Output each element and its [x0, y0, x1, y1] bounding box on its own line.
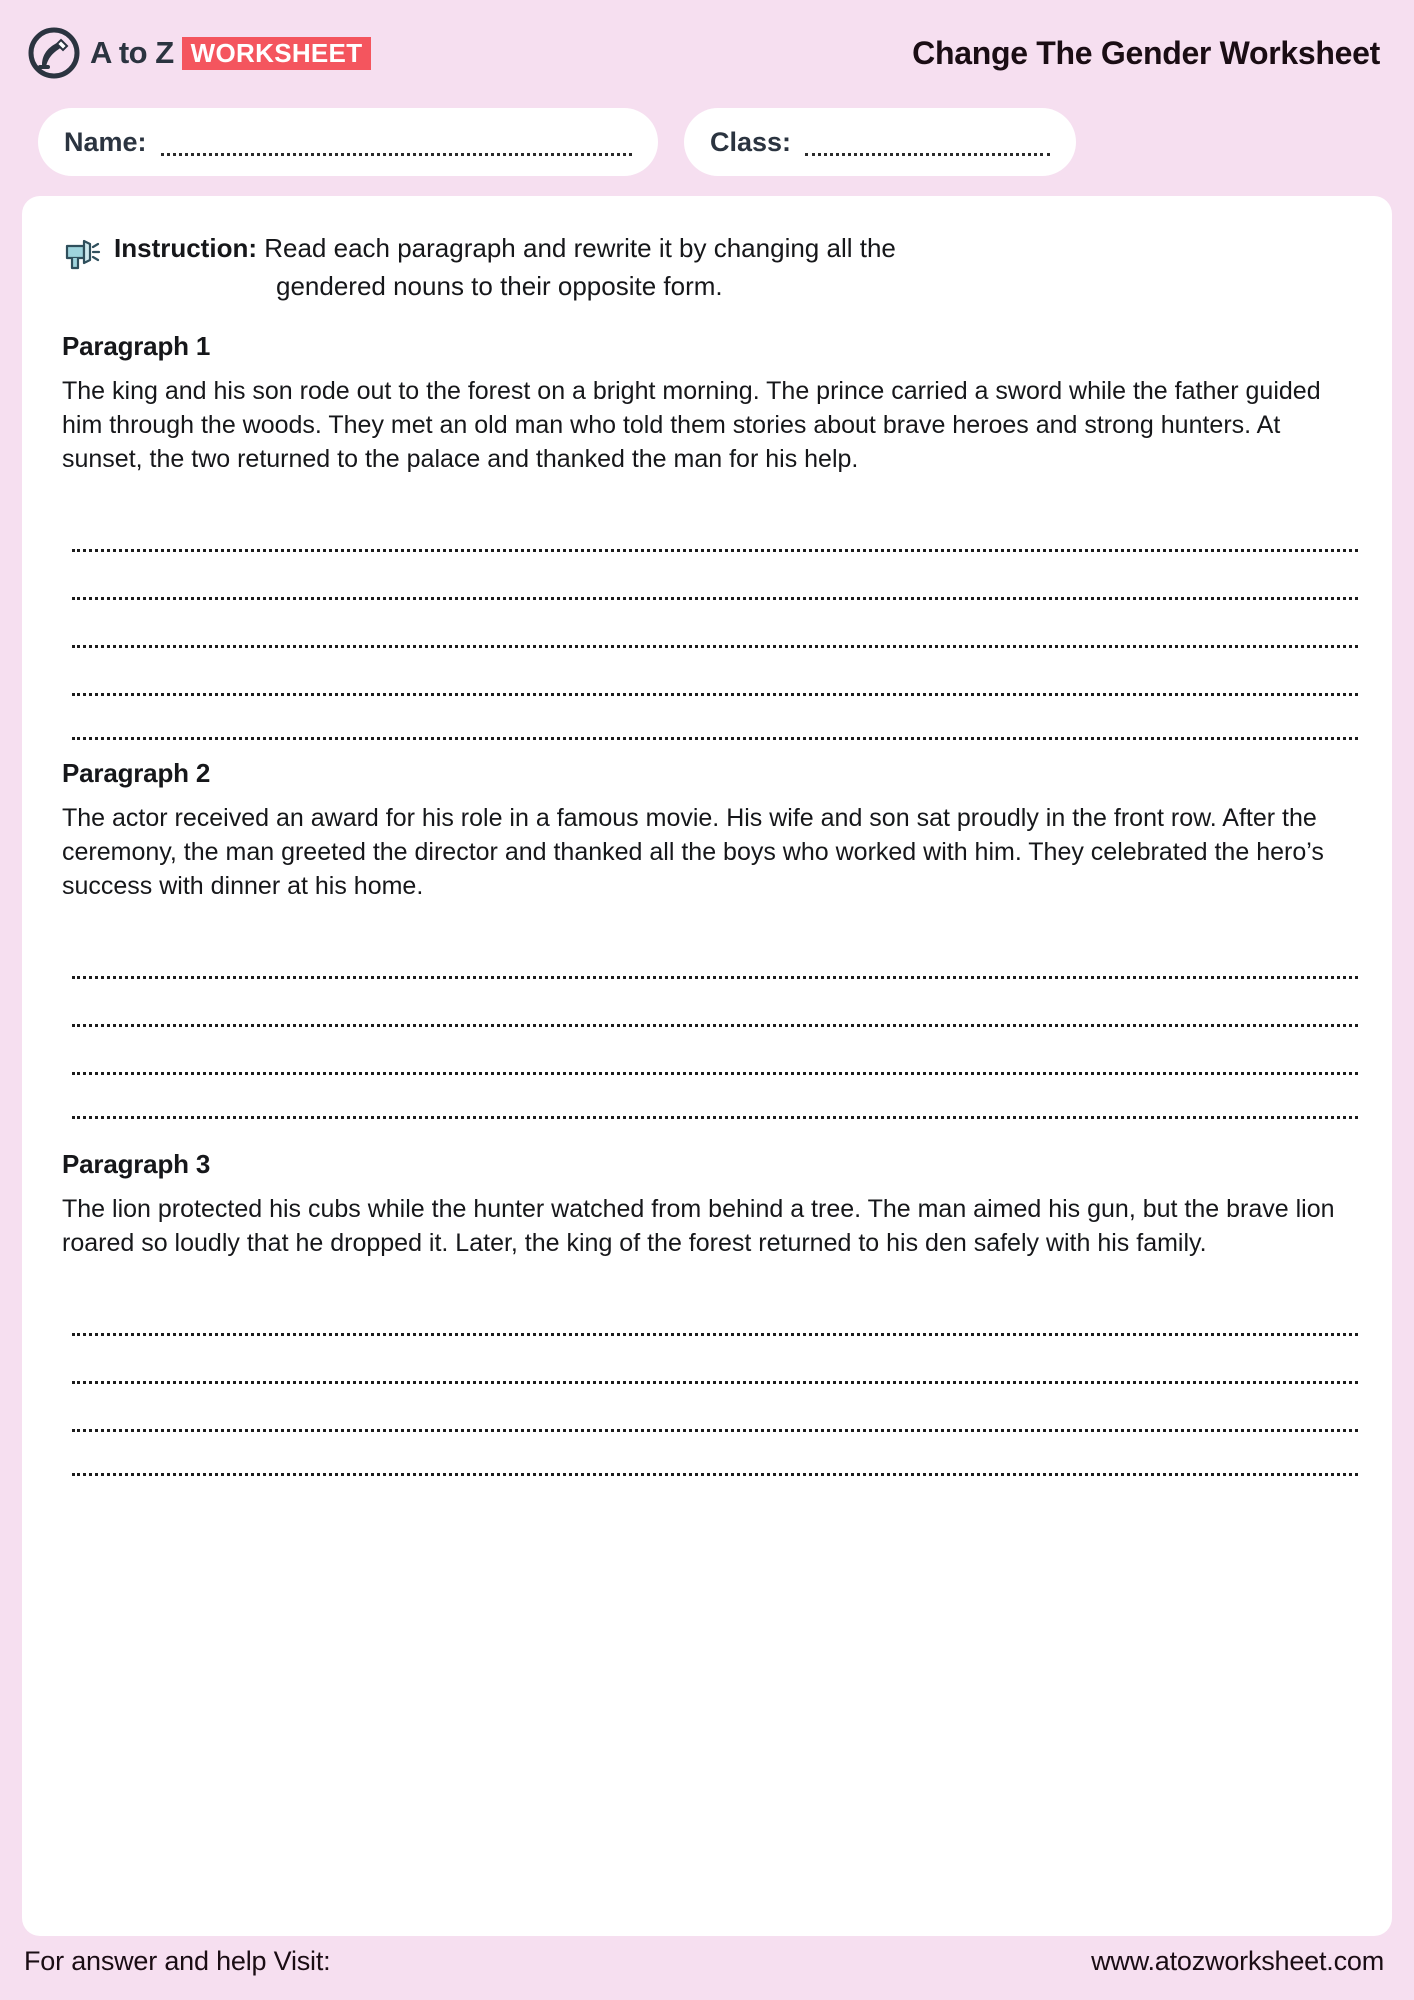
spacer: [62, 748, 1358, 758]
paragraph-block-2: [62, 758, 1358, 1119]
footer-help-text: For answer and help Visit:: [24, 1945, 331, 1976]
answer-line[interactable]: [72, 504, 1358, 552]
page-header: [0, 0, 1414, 106]
paragraph-2-text: The actor received an award for his role in a famous movie. His wife and son sat proudly in the front row. After the ceremony, the man greeted the director and thanked all the boys who worked with him. They celebrated the hero’s success with dinner at his home.: [62, 804, 1324, 901]
paragraph-1-answer-area[interactable]: [62, 486, 1358, 740]
answer-line[interactable]: [72, 1432, 1358, 1476]
answer-line[interactable]: [72, 552, 1358, 600]
paragraph-1-heading: Paragraph 1: [62, 331, 211, 362]
class-label: Class:: [710, 126, 792, 157]
student-info-row: [0, 108, 1414, 176]
name-input-line[interactable]: [161, 153, 632, 156]
paragraph-2-answer-area[interactable]: [62, 913, 1358, 1119]
answer-line[interactable]: [72, 600, 1358, 648]
paragraph-3-answer-area[interactable]: [62, 1270, 1358, 1476]
paragraph-block-1: [62, 331, 1358, 740]
paragraph-3-text: The lion protected his cubs while the hunter watched from behind a tree. The man aimed his gun, but the brave lion roared so loudly that he dropped it. Later, the king of the forest returned to his den safely with his family.: [62, 1195, 1335, 1258]
answer-line[interactable]: [72, 648, 1358, 696]
answer-line[interactable]: [72, 979, 1358, 1027]
answer-line[interactable]: [72, 1336, 1358, 1384]
brand-logo[interactable]: [28, 27, 371, 79]
page-title: Change The Gender Worksheet: [912, 34, 1380, 71]
pen-in-circle-icon: [28, 27, 80, 79]
instruction-line-1: Read each paragraph and rewrite it by changing all the: [264, 233, 896, 263]
name-field[interactable]: [38, 108, 658, 176]
spacer: [62, 1127, 1358, 1149]
answer-line[interactable]: [72, 696, 1358, 740]
page-footer: [0, 1928, 1414, 2000]
instruction-text: [114, 230, 896, 305]
footer-website-link[interactable]: www.atozworksheet.com: [1091, 1945, 1384, 1976]
paragraph-2-heading: Paragraph 2: [62, 758, 211, 789]
megaphone-icon: [62, 234, 102, 272]
answer-line[interactable]: [72, 1027, 1358, 1075]
paragraph-block-3: [62, 1149, 1358, 1476]
logo-text-worksheet: WORKSHEET: [182, 37, 372, 70]
instruction-block: [62, 230, 1358, 305]
logo-text-atoz: A to Z: [90, 35, 174, 70]
paragraph-1-text: The king and his son rode out to the forest on a bright morning. The prince carried a sword while the father guided him through the woods. They met an old man who told them stories about brave heroes and strong hunters. At sunset, the two returned to the palace and thanked the man for his help.: [62, 377, 1321, 474]
answer-line[interactable]: [72, 931, 1358, 979]
paragraph-3-heading: Paragraph 3: [62, 1149, 211, 1180]
class-field[interactable]: [684, 108, 1076, 176]
instruction-label: Instruction:: [114, 233, 257, 263]
worksheet-card: [22, 196, 1392, 1936]
answer-line[interactable]: [72, 1384, 1358, 1432]
answer-line[interactable]: [72, 1288, 1358, 1336]
instruction-line-2: gendered nouns to their opposite form.: [276, 270, 723, 301]
class-input-line[interactable]: [805, 153, 1050, 156]
answer-line[interactable]: [72, 1075, 1358, 1119]
name-label: Name:: [64, 126, 147, 157]
